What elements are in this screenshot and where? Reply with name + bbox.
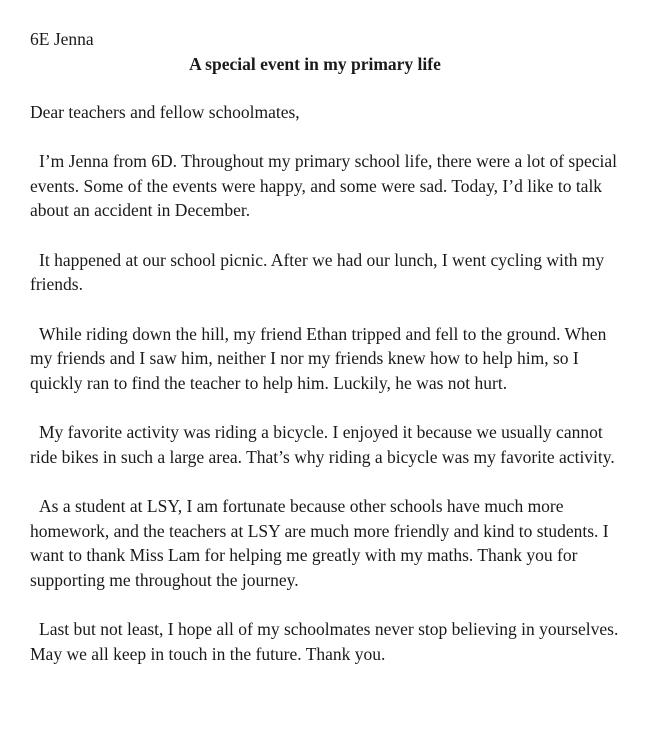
paragraph-closing: Last but not least, I hope all of my schoolmates never stop believing in yourselves. May we all keep in touch in the future. Thank you. bbox=[30, 619, 619, 664]
paragraph-favorite-activity: My favorite activity was riding a bicycle. I enjoyed it because we usually cannot ride bikes in such a large area. That’s why riding a bicycle was my favorite activity. bbox=[30, 422, 615, 467]
paragraph-introduction: I’m Jenna from 6D. Throughout my primary school life, there were a lot of special events. Some of the events were happy, and some were sad. Today, I’d like to talk about an accident in December. bbox=[30, 151, 617, 220]
author-line: 6E Jenna bbox=[30, 29, 94, 49]
salutation: Dear teachers and fellow schoolmates, bbox=[30, 102, 300, 122]
document-title: A special event in my primary life bbox=[189, 54, 441, 74]
paragraph-picnic: It happened at our school picnic. After we had our lunch, I went cycling with my friends. bbox=[30, 249, 605, 294]
paragraph-accident: While riding down the hill, my friend Ethan tripped and fell to the ground. When my friends and I saw him, neither I nor my friends knew how to help him, so I quickly ran to find the teacher to help him. Luckily, he was not hurt. bbox=[30, 323, 607, 393]
paragraph-gratitude: As a student at LSY, I am fortunate because other schools have much more homework, and the teachers at LSY are much more friendly and kind to students. I want to thank Miss Lam for helping me greatly with my maths. Thank you for supporting me throughout the journey. bbox=[30, 496, 609, 590]
document-page bbox=[30, 28, 630, 666]
